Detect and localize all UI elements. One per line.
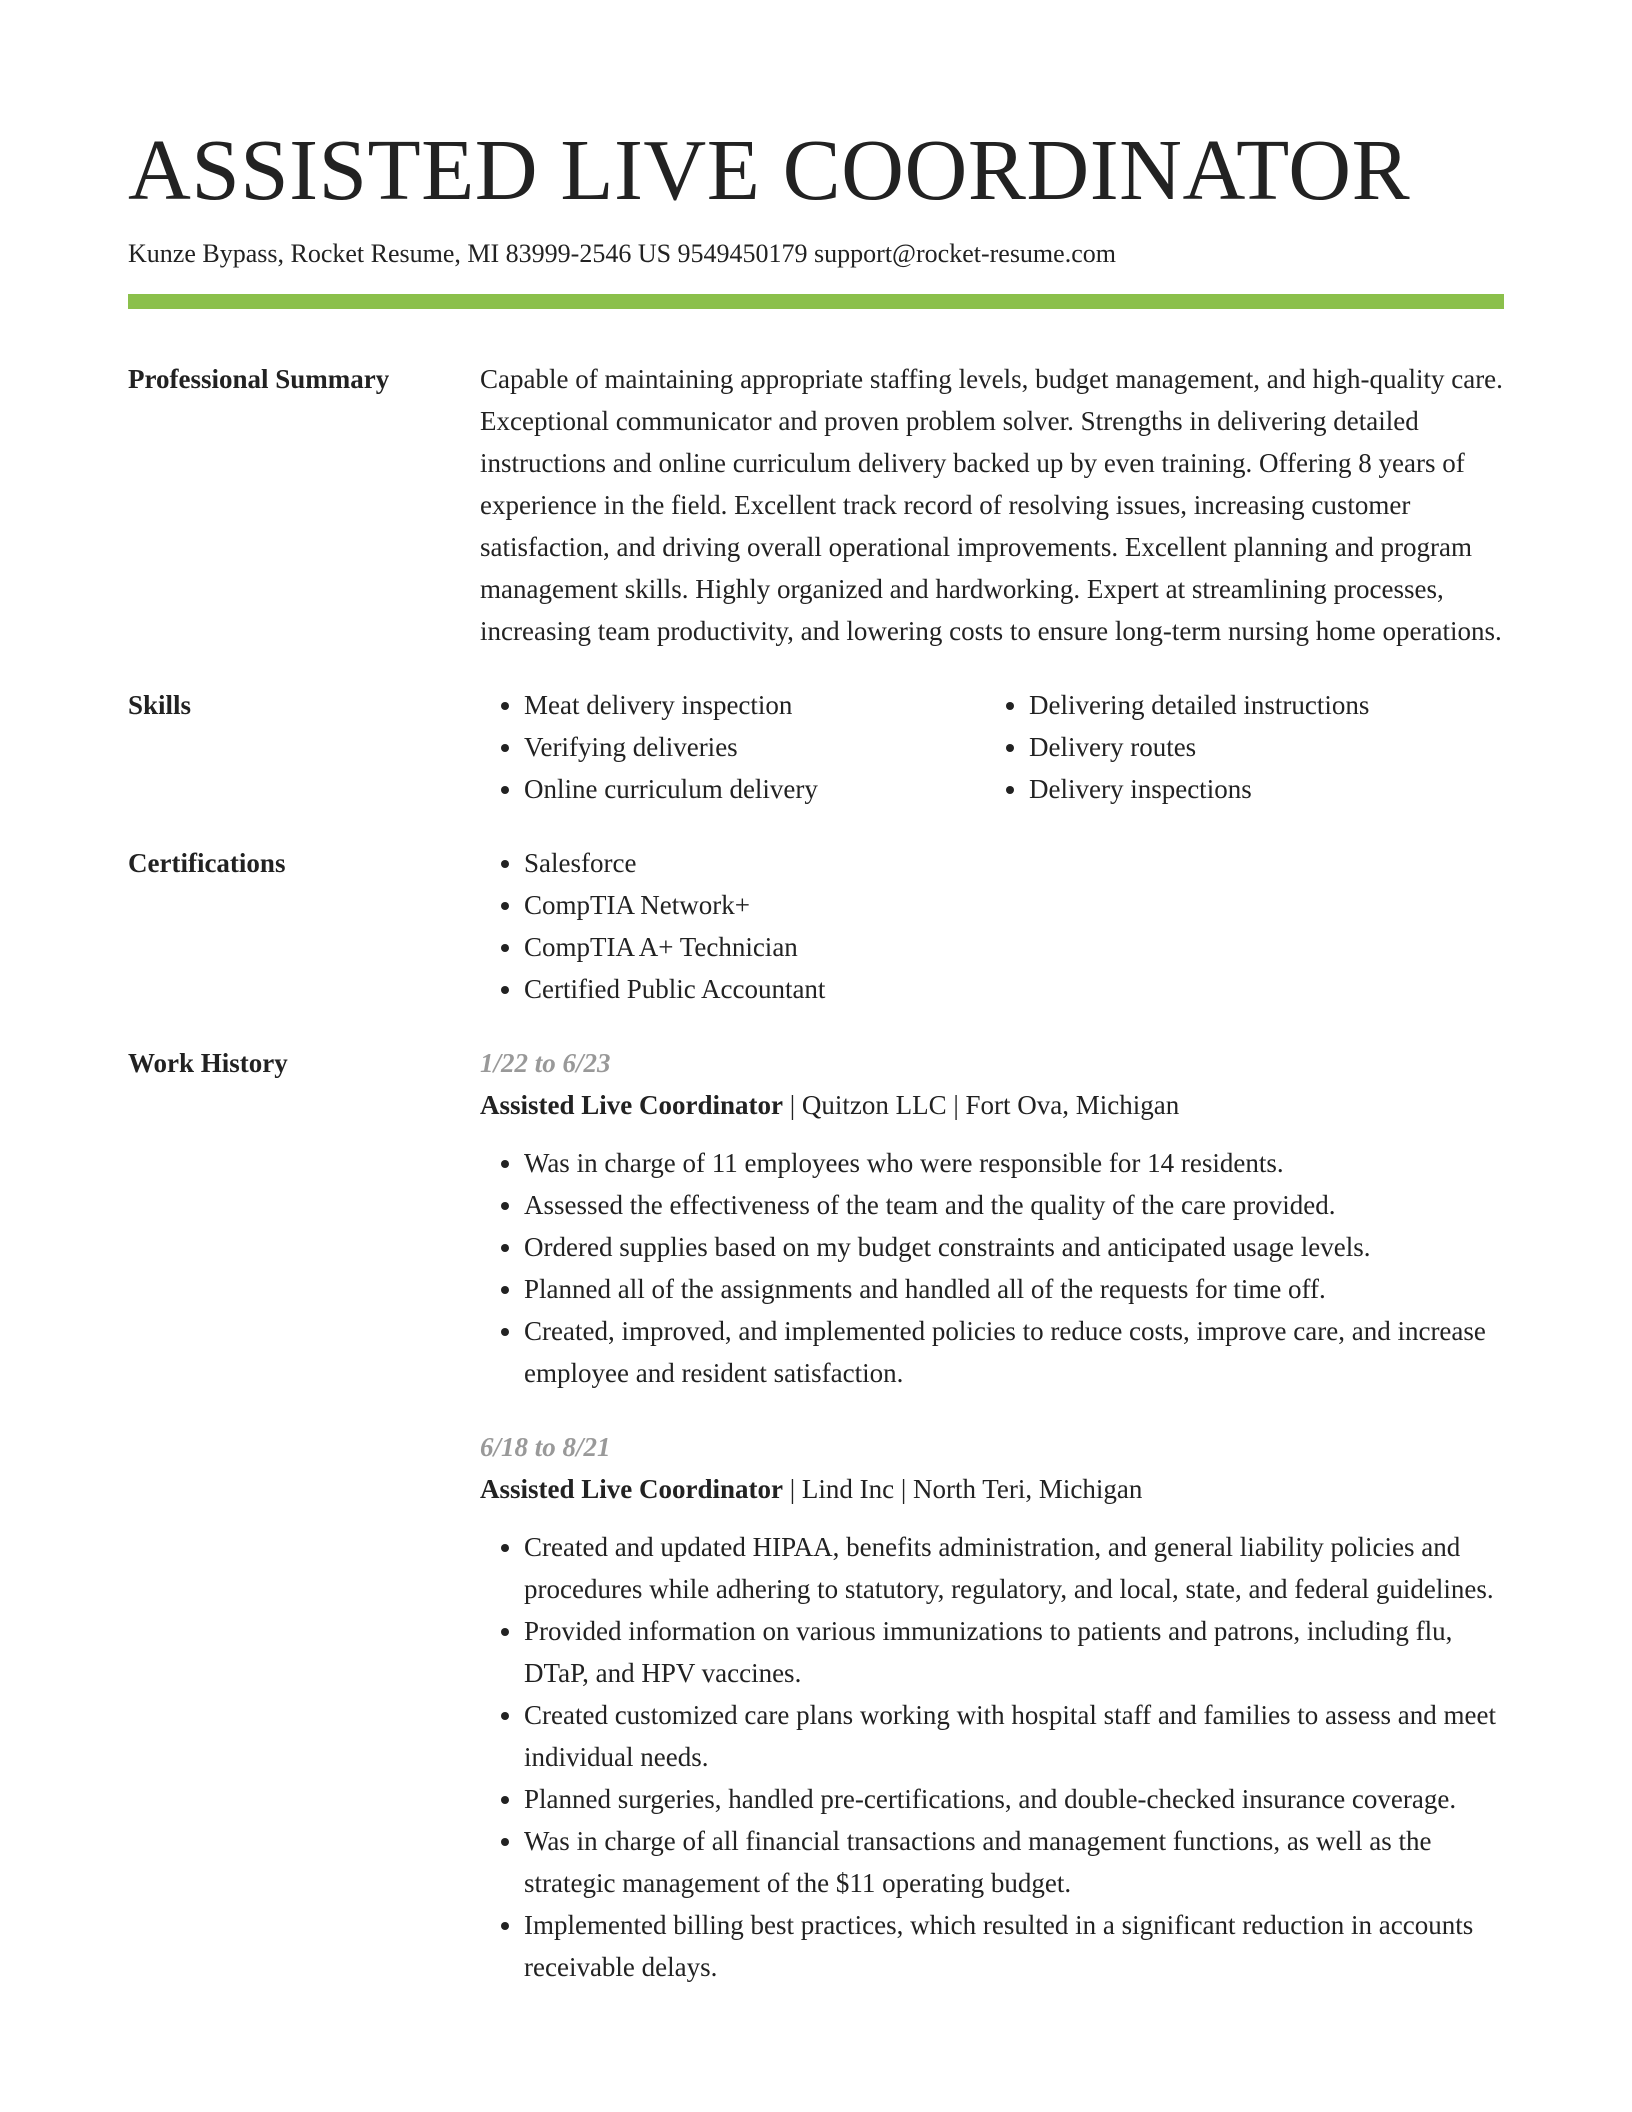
- job-bullets: [480, 1142, 1504, 1394]
- certifications-body: [480, 842, 1504, 1010]
- job-bullet: • Created customized care plans working with hospital staff and families to assess and meet individual needs.: [524, 1694, 1504, 1778]
- skills-list-right: [985, 684, 1490, 810]
- job-bullet: • Implemented billing best practices, which resulted in a significant reduction in accounts receivable delays.: [524, 1904, 1504, 1988]
- summary-section: [128, 358, 1504, 652]
- job-bullet: • Planned all of the assignments and handled all of the requests for time off.: [524, 1268, 1504, 1310]
- work-history-body: [480, 1042, 1504, 1988]
- skill-item: • Verifying deliveries: [524, 726, 985, 768]
- job-role: Assisted Live Coordinator: [480, 1474, 783, 1504]
- section-title-summary: Professional Summary: [128, 364, 390, 394]
- certifications-list: [480, 842, 1504, 1010]
- work-history-section: [128, 1042, 1504, 1988]
- skill-item: • Online curriculum delivery: [524, 768, 985, 810]
- job-bullet: • Assessed the effectiveness of the team and the quality of the care provided.: [524, 1184, 1504, 1226]
- skill-item: • Delivery routes: [1029, 726, 1490, 768]
- job-entry: [480, 1426, 1504, 1988]
- job-heading: [480, 1468, 1504, 1510]
- job-bullet: • Ordered supplies based on my budget constraints and anticipated usage levels.: [524, 1226, 1504, 1268]
- skill-item: • Delivering detailed instructions: [1029, 684, 1490, 726]
- job-details: | Quitzon LLC | Fort Ova, Michigan: [783, 1090, 1180, 1120]
- contact-info: Kunze Bypass, Rocket Resume, MI 83999-2546 US 9549450179 support@rocket-resume.com: [128, 239, 1116, 268]
- skill-item: • Delivery inspections: [1029, 768, 1490, 810]
- job-bullet: • Created and updated HIPAA, benefits administration, and general liability policies and procedures while adhering to statutory, regulatory, and local, state, and federal guidelines.: [524, 1526, 1504, 1610]
- job-entry: [480, 1042, 1504, 1394]
- skills-grid: [480, 684, 1504, 810]
- job-bullet: • Was in charge of 11 employees who were responsible for 14 residents.: [524, 1142, 1504, 1184]
- job-dates: 1/22 to 6/23: [480, 1048, 611, 1078]
- certification-item: • CompTIA Network+: [524, 884, 1504, 926]
- skills-section: [128, 684, 1504, 810]
- resume-title: ASSISTED LIVE COORDINATOR: [128, 121, 1411, 218]
- job-bullet: • Created, improved, and implemented policies to reduce costs, improve care, and increase employee and resident satisfaction.: [524, 1310, 1504, 1394]
- job-heading: [480, 1084, 1504, 1126]
- certification-item: • Salesforce: [524, 842, 1504, 884]
- job-bullet: • Planned surgeries, handled pre-certifications, and double-checked insurance coverage.: [524, 1778, 1504, 1820]
- section-title-certifications: Certifications: [128, 848, 286, 878]
- job-role: Assisted Live Coordinator: [480, 1090, 783, 1120]
- job-bullet: • Provided information on various immunizations to patients and patrons, including flu, DTaP, and HPV vaccines.: [524, 1610, 1504, 1694]
- header-divider: [128, 294, 1504, 309]
- job-bullets: [480, 1526, 1504, 1988]
- certification-item: • Certified Public Accountant: [524, 968, 1504, 1010]
- summary-text: Capable of maintaining appropriate staffing levels, budget management, and high-quality care. Exceptional communicator and proven problem solver. Strengths in delivering detailed instructions and online curriculum delivery backed up by even training. Offering 8 years of experience in the field. Excellent track record of resolving issues, increasing customer satisfaction, and driving overall operational improvements. Excellent planning and program management skills. Highly organized and hardworking. Expert at streamlining processes, increasing team productivity, and lowering costs to ensure long-term nursing home operations.: [480, 364, 1503, 646]
- skills-list-left: [480, 684, 985, 810]
- certification-item: • CompTIA A+ Technician: [524, 926, 1504, 968]
- skill-item: • Meat delivery inspection: [524, 684, 985, 726]
- job-dates: 6/18 to 8/21: [480, 1432, 611, 1462]
- job-details: | Lind Inc | North Teri, Michigan: [783, 1474, 1143, 1504]
- certifications-section: [128, 842, 1504, 1010]
- section-title-skills: Skills: [128, 690, 192, 720]
- job-bullet: • Was in charge of all financial transactions and management functions, as well as the strategic management of the $11 operating budget.: [524, 1820, 1504, 1904]
- section-title-work-history: Work History: [128, 1048, 288, 1078]
